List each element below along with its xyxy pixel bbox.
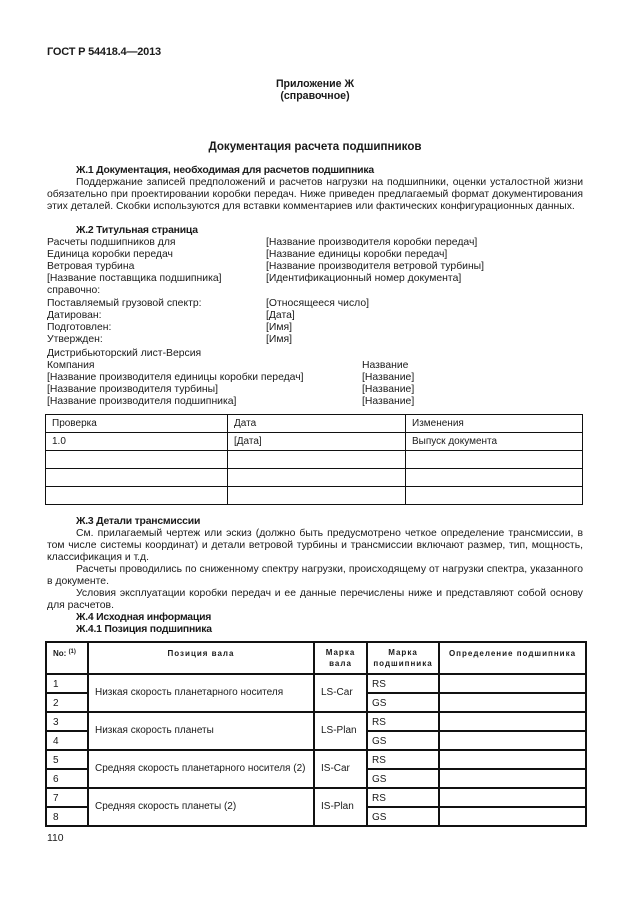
- field-label: Ветровая турбина: [47, 261, 135, 272]
- bearing-definition: [439, 674, 586, 693]
- main-title: Документация расчета подшипников: [208, 140, 422, 153]
- bearing-mark: GS: [367, 731, 439, 750]
- table-cell: [406, 469, 583, 487]
- bearing-mark: RS: [367, 674, 439, 693]
- field-value: [Название производителя коробки передач]: [266, 237, 478, 248]
- column-header-bearing-mark: [367, 642, 439, 674]
- table-row: [46, 712, 586, 731]
- row-number: 5: [46, 750, 88, 769]
- no-label: No:: [53, 649, 67, 658]
- row-number: 1: [46, 674, 88, 693]
- distribution-header-company: Компания: [47, 360, 95, 371]
- table-row: [46, 788, 586, 807]
- distribution-header-name: Название: [362, 360, 409, 371]
- distribution-company: [Название производителя подшипника]: [47, 396, 237, 407]
- shaft-position: Низкая скорость планеты: [88, 712, 314, 750]
- table-row: [46, 750, 586, 769]
- column-header-shaft-mark: [314, 642, 367, 674]
- bearing-definition: [439, 693, 586, 712]
- table-row: [46, 469, 583, 487]
- shaft-mark-line-2: вала: [329, 659, 352, 668]
- row-number: 4: [46, 731, 88, 750]
- field-value: [Идентификационный номер документа]: [266, 273, 462, 284]
- table-cell: [228, 469, 406, 487]
- bearing-mark: GS: [367, 693, 439, 712]
- shaft-mark: LS-Car: [314, 674, 367, 712]
- column-header-date: Дата: [228, 415, 406, 433]
- bearing-definition: [439, 807, 586, 826]
- table-cell: [Дата]: [228, 433, 406, 451]
- section-2-heading: Ж.2 Титульная страница: [76, 225, 198, 236]
- footnote-marker: (1): [68, 649, 76, 655]
- row-number: 7: [46, 788, 88, 807]
- table-cell: [406, 487, 583, 505]
- column-header-shaft-position: Позиция вала: [88, 642, 314, 674]
- distribution-name: [Название]: [362, 384, 415, 395]
- table-row: [46, 674, 586, 693]
- table-cell: [46, 451, 228, 469]
- section-1-text: [47, 177, 583, 213]
- field-label: Подготовлен:: [47, 322, 112, 333]
- field-label: Единица коробки передач: [47, 249, 173, 260]
- shaft-position: Средняя скорость планеты (2): [88, 788, 314, 826]
- field-label: [Название поставщика подшипника]: [47, 273, 222, 284]
- table-row: [46, 433, 583, 451]
- shaft-mark: IS-Car: [314, 750, 367, 788]
- bearing-mark-line-2: подшипника: [373, 659, 433, 668]
- bearing-position-table: [45, 641, 587, 827]
- distribution-title: Дистрибьюторский лист-Версия: [47, 348, 202, 359]
- section-3-paragraph-3: [47, 588, 583, 612]
- bearing-definition: [439, 769, 586, 788]
- section-4-heading: Ж.4 Исходная информация: [76, 612, 212, 623]
- bearing-definition: [439, 731, 586, 750]
- field-label: Утвержден:: [47, 334, 103, 345]
- document-code: ГОСТ Р 54418.4—2013: [47, 46, 161, 58]
- shaft-position: Средняя скорость планетарного носителя (2): [88, 750, 314, 788]
- column-header-bearing-definition: Определение подшипника: [439, 642, 586, 674]
- table-cell: [46, 469, 228, 487]
- table-header-row: [46, 415, 583, 433]
- bearing-mark: RS: [367, 712, 439, 731]
- table-cell: [406, 451, 583, 469]
- table-cell: 1.0: [46, 433, 228, 451]
- table-row: [46, 487, 583, 505]
- field-value: [Дата]: [266, 310, 295, 321]
- row-number: 3: [46, 712, 88, 731]
- table-header-row: [46, 642, 586, 674]
- bearing-mark-line-1: Марка: [388, 648, 418, 657]
- distribution-company: [Название производителя единицы коробки передач]: [47, 372, 304, 383]
- field-value: [Название производителя ветровой турбины]: [266, 261, 485, 272]
- field-label: Датирован:: [47, 310, 102, 321]
- field-label: справочно:: [47, 285, 101, 296]
- section-3-paragraph-2-content: Расчеты проводились по сниженному спектру нагрузки, происходящему от нагрузки спектра, указанного в документе.: [47, 564, 583, 587]
- row-number: 8: [46, 807, 88, 826]
- field-value: [Имя]: [266, 322, 293, 333]
- bearing-definition: [439, 788, 586, 807]
- column-header-revision: Проверка: [46, 415, 228, 433]
- table-cell: [228, 451, 406, 469]
- table-cell: Выпуск документа: [406, 433, 583, 451]
- field-value: [Относящееся число]: [266, 298, 370, 309]
- column-header-no: [46, 642, 88, 674]
- distribution-company: [Название производителя турбины]: [47, 384, 219, 395]
- row-number: 2: [46, 693, 88, 712]
- bearing-mark: RS: [367, 750, 439, 769]
- section-3-paragraph-3-content: Условия эксплуатации коробки передач и ее данные перечислены ниже и представляют собой основу для расчетов.: [47, 588, 583, 611]
- bearing-mark: GS: [367, 807, 439, 826]
- field-value: [Имя]: [266, 334, 293, 345]
- field-label: Поставляемый грузовой спектр:: [47, 298, 202, 309]
- section-1-text-content: Поддержание записей предположений и расчетов нагрузки на подшипники, оценки усталостной жизни обязательно при проектировании коробки передач. Ниже приведен предлагаемый формат документирования этих деталей. Скобки используются для вставки комментариев или фактических конфигурационных данных.: [47, 177, 583, 212]
- distribution-name: [Название]: [362, 396, 415, 407]
- row-number: 6: [46, 769, 88, 788]
- annex-subtitle: (справочное): [280, 90, 350, 102]
- distribution-name: [Название]: [362, 372, 415, 383]
- column-header-changes: Изменения: [406, 415, 583, 433]
- section-3-heading: Ж.3 Детали трансмиссии: [76, 516, 201, 527]
- section-3-paragraph-2: [47, 564, 583, 588]
- bearing-mark: GS: [367, 769, 439, 788]
- page-number: 110: [47, 833, 64, 844]
- table-row: [46, 451, 583, 469]
- shaft-mark: LS-Plan: [314, 712, 367, 750]
- bearing-definition: [439, 712, 586, 731]
- table-cell: [228, 487, 406, 505]
- field-value: [Название единицы коробки передач]: [266, 249, 448, 260]
- shaft-mark-line-1: Марка: [325, 648, 356, 657]
- annex-title: Приложение Ж: [275, 78, 355, 90]
- section-1-heading: Ж.1 Документация, необходимая для расчетов подшипника: [76, 165, 374, 176]
- revision-table: [45, 414, 583, 505]
- bearing-mark: RS: [367, 788, 439, 807]
- section-3-paragraph-1: [47, 528, 583, 564]
- section-3-paragraph-1-content: См. прилагаемый чертеж или эскиз (должно быть предусмотрено четкое определение трансмиссии, в том числе системы координат) и детали ветровой турбины и трансмиссии включают размер, тип, мощность, классификация и т.д.: [47, 528, 583, 563]
- section-4-1-heading: Ж.4.1 Позиция подшипника: [76, 624, 212, 635]
- shaft-position: Низкая скорость планетарного носителя: [88, 674, 314, 712]
- table-cell: [46, 487, 228, 505]
- bearing-definition: [439, 750, 586, 769]
- field-label: Расчеты подшипников для: [47, 237, 176, 248]
- shaft-mark: IS-Plan: [314, 788, 367, 826]
